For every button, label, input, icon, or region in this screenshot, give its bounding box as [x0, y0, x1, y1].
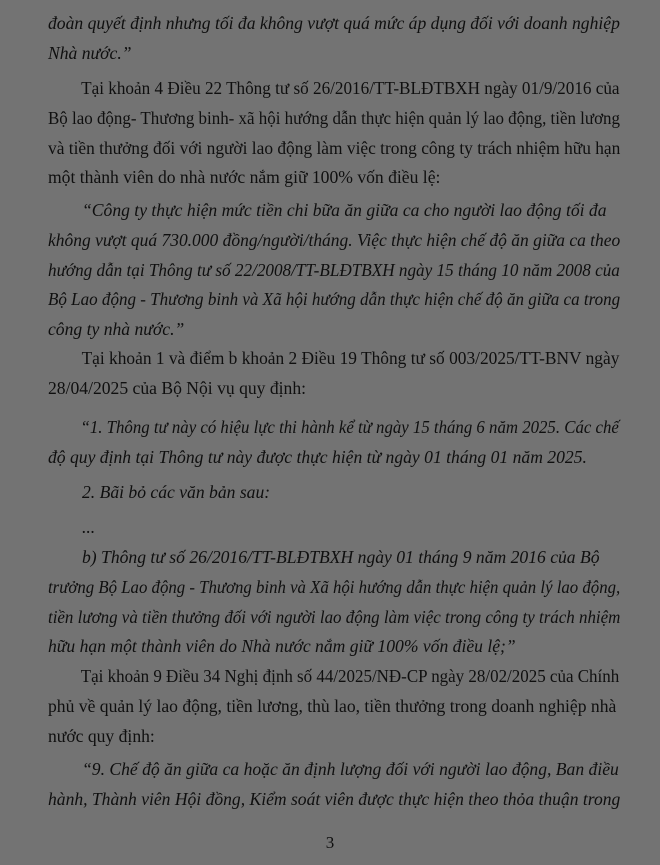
text-line: hành, Thành viên Hội đồng, Kiểm soát viên được thực hiện theo thỏa thuận trong [48, 788, 621, 809]
quote-ellipsis [48, 513, 620, 543]
quote-repealed-circular [48, 543, 620, 662]
paragraph-circular-003-2025 [48, 344, 620, 404]
text-line: Bộ Lao động - Thương binh và Xã hội hướng dẫn thực hiện chế độ ăn giữa ca trong [48, 289, 621, 310]
text-line: công ty nhà nước.” [48, 319, 185, 340]
text-line: Tại khoản 4 Điều 22 Thông tư số 26/2016/TT-BLĐTBXH ngày 01/9/2016 của [81, 78, 620, 98]
text-line: Bộ lao động- Thương binh- xã hội hướng dẫn thực hiện quản lý lao động, tiền lương [48, 107, 620, 128]
text-line: độ quy định tại Thông tư này được thực hiện từ ngày 01 tháng 01 năm 2025. [48, 446, 587, 467]
paragraph-decree-44-2025 [48, 662, 620, 751]
paragraph-circular-26-2016 [48, 74, 620, 193]
text-line: một thành viên do nhà nước nắm giữ 100% vốn điều lệ: [48, 167, 441, 188]
text-line: 28/04/2025 của Bộ Nội vụ quy định: [48, 377, 307, 398]
text-line: và tiền thưởng đối với người lao động làm việc trong công ty trách nhiệm hữu hạn [48, 137, 621, 158]
text-line: tiền lương và tiền thưởng đối với người lao động làm việc trong công ty trách nhiệm [48, 606, 621, 627]
text-line: phủ về quản lý lao động, tiền lương, thù lao, tiền thưởng trong doanh nghiệp nhà [48, 695, 617, 716]
text-line: ... [82, 517, 96, 537]
text-line: “1. Thông tư này có hiệu lực thi hành kể từ ngày 15 tháng 6 năm 2025. Các chế [80, 417, 619, 437]
text-line: đoàn quyết định nhưng tối đa không vượt quá mức áp dụng đối với doanh nghiệp [48, 13, 620, 33]
quote-effective-date [48, 413, 620, 473]
text-line: trưởng Bộ Lao động - Thương binh và Xã hội hướng dẫn thực hiện quản lý lao động, [48, 576, 621, 597]
text-line: Tại khoản 1 và điểm b khoản 2 Điều 19 Thông tư số 003/2025/TT-BNV ngày [81, 348, 620, 368]
text-line: nước quy định: [48, 725, 155, 746]
quote-meal-allowance [48, 196, 620, 345]
quote-continuation [48, 9, 620, 69]
text-line: hữu hạn một thành viên do Nhà nước nắm giữ 100% vốn điều lệ;” [48, 636, 516, 657]
quote-decree-clause-9 [48, 755, 620, 815]
text-line: Nhà nước.” [48, 42, 132, 63]
text-line: 2. Bãi bỏ các văn bản sau: [82, 482, 271, 502]
quote-repeal-heading [48, 478, 620, 508]
text-line: Tại khoản 9 Điều 34 Nghị định số 44/2025/NĐ-CP ngày 28/02/2025 của Chính [80, 666, 620, 686]
text-line: “9. Chế độ ăn giữa ca hoặc ăn định lượng đối với người lao động, Ban điều [82, 759, 619, 779]
page-number: 3 [325, 833, 335, 852]
text-line: không vượt quá 730.000 đồng/người/tháng. Việc thực hiện chế độ ăn giữa ca theo [48, 229, 621, 250]
text-line: b) Thông tư số 26/2016/TT-BLĐTBXH ngày 01 tháng 9 năm 2016 của Bộ [82, 547, 600, 567]
text-line: “Công ty thực hiện mức tiền chi bữa ăn giữa ca cho người lao động tối đa [82, 200, 607, 220]
text-line: hướng dẫn tại Thông tư số 22/2008/TT-BLĐTBXH ngày 15 tháng 10 năm 2008 của [48, 259, 620, 280]
